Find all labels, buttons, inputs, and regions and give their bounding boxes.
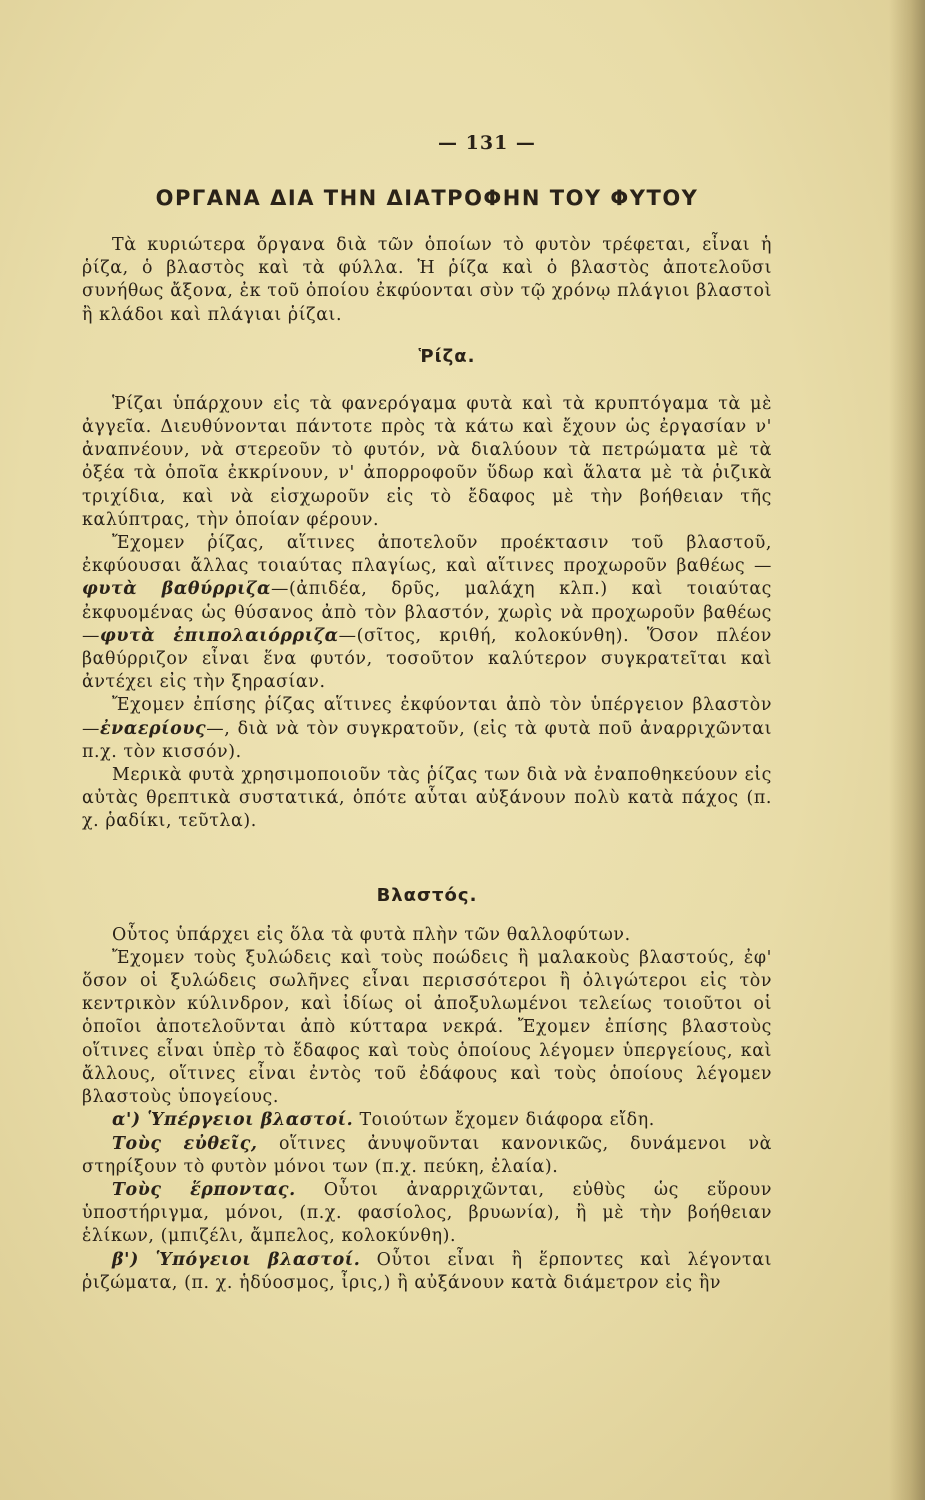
term-shallow-rooted: φυτὰ ἐπιπολαιόρριζα bbox=[100, 625, 339, 646]
subheading-aboveground-stems: α') Ὑπέργειοι βλαστοί. bbox=[112, 1110, 354, 1131]
stem-paragraph-3 bbox=[82, 1109, 772, 1132]
stem-p4-text: οἵτινες ἀνυψοῦνται κανονικῶς, δυνάμενοι νὰ στηρίξουν τὸ φυτὸν μόνοι των (π.χ. πεύκη, ἐλαία). bbox=[82, 1133, 772, 1177]
term-aerial: ἐναερίους bbox=[100, 718, 207, 739]
stem-paragraph-1: Οὗτος ὑπάρχει εἰς ὅλα τὰ φυτὰ πλὴν τῶν θαλλοφύτων. bbox=[112, 924, 631, 945]
root-paragraph-2 bbox=[82, 532, 772, 694]
root-paragraph-3 bbox=[82, 694, 772, 764]
stem-paragraph-2: Ἔχομεν τοὺς ξυλώδεις καὶ τοὺς ποώδεις ἢ μαλακοὺς βλαστούς, ἐφ' ὅσον οἱ ξυλώδεις σωλῆνες εἶναι περισσότεροι ἢ ὀλιγώτεροι εἰς τὸν κεντρικὸν κύλινδρον, καὶ ἰδίως οἱ ἀποξυλωμένοι τελείως τοιοῦτοι οἱ ὁποῖοι ἀποτελοῦνται ἀπὸ κύτταρα νεκρά. Ἔχομεν ἐπίσης βλαστοὺς οἵτινες εἶναι ὑπὲρ τὸ ἔδαφος καὶ τοὺς ὁποίους λέγομεν ὑπεργείους, καὶ ἄλλους, οἵτινες εἶναι ἐντὸς τοῦ ἐδάφους καὶ τοὺς ὁποίους λέγομεν βλαστοὺς ὑπογείους. bbox=[82, 947, 772, 1108]
page-title: ΟΡΓΑΝΑ ΔΙΑ ΤΗΝ ΔΙΑΤΡΟΦΗΝ ΤΟΥ ΦΥΤΟΥ bbox=[155, 186, 699, 210]
term-deep-rooted: φυτὰ βαθύρριζα bbox=[82, 579, 271, 600]
term-upright: Τοὺς εὐθεῖς, bbox=[112, 1133, 258, 1154]
page-edge-shadow bbox=[889, 0, 925, 1500]
root-paragraph-4: Μερικὰ φυτὰ χρησιμοποιοῦν τὰς ῥίζας των διὰ νὰ ἐναποθηκεύουν εἰς αὐτὰς θρεπτικὰ συστατικά, ὁπότε αὗται αὐξάνουν πολὺ κατὰ πάχος (π. χ. ῥαδίκι, τεῦτλα). bbox=[82, 765, 772, 832]
root-p2-text-c: —(σῖτος, κριθή, κολοκύνθη). Ὅσον πλέον βαθύρριζον εἶναι ἕνα φυτόν, τοσοῦτον καλύτερον συγκρατεῖται καὶ ἀντέχει εἰς τὴν ξηρασίαν. bbox=[82, 625, 772, 693]
stem-p6-text: Οὗτοι εἶναι ἢ ἕρποντες καὶ λέγονται ῥιζώματα, (π. χ. ἡδύοσμος, ἶρις,) ἢ αὐξάνουν κατὰ διάμετρον εἰς ἣν bbox=[82, 1249, 772, 1293]
root-p2-text-b: —(ἀπιδέα, δρῦς, μαλάχη κλπ.) καὶ τοιαύτας ἐκφυομένας ὡς θύσανος ἀπὸ τὸν βλαστόν, χωρὶς νὰ προχωροῦν βαθέως— bbox=[82, 579, 772, 646]
root-p3-text-a: Ἔχομεν ἐπίσης ῥίζας αἵτινες ἐκφύονται ἀπὸ τὸν ὑπέργειον βλαστὸν— bbox=[82, 695, 772, 739]
root-p3-text-b: —, διὰ νὰ τὸν συγκρατοῦν, (εἰς τὰ φυτὰ ποῦ ἀναρριχῶνται π.χ. τὸν κισσόν). bbox=[82, 718, 772, 762]
stem-p5-text: Οὗτοι ἀναρριχῶνται, εὐθὺς ὡς εὕρουν ὑποστήριγμα, μόνοι, (π.χ. φασίολος, βρυωνία), ἢ μὲ τὴν βοήθειαν ἑλίκων, (μπιζέλι, ἄμπελος, κολοκύνθη). bbox=[82, 1179, 772, 1247]
stem-paragraph-5 bbox=[82, 1179, 772, 1249]
subheading-underground-stems: β') Ὑπόγειοι βλαστοί. bbox=[112, 1249, 361, 1270]
root-p2-text-a: Ἔχομεν ῥίζας, αἵτινες ἀποτελοῦν προέκτασιν τοῦ βλαστοῦ, ἐκφύουσαι ἄλλας τοιαύτας πλαγίως, καὶ αἵτινες προχωροῦν βαθέως — bbox=[82, 533, 772, 577]
section-heading-stem: Βλαστός. bbox=[376, 884, 478, 906]
section-heading-root: Ῥίζα. bbox=[418, 345, 476, 367]
page-number: — 131 — bbox=[438, 132, 536, 154]
term-creeping: Τοὺς ἕρποντας. bbox=[112, 1179, 296, 1200]
text-column bbox=[82, 128, 772, 1295]
stem-paragraph-6 bbox=[82, 1249, 772, 1295]
stem-p3-text: Τοιούτων ἔχομεν διάφορα εἴδη. bbox=[353, 1110, 655, 1131]
stem-paragraph-4 bbox=[82, 1133, 772, 1179]
intro-paragraph: Τὰ κυριώτερα ὄργανα διὰ τῶν ὁποίων τὸ φυτὸν τρέφεται, εἶναι ἡ ῥίζα, ὁ βλαστὸς καὶ τὰ φύλλα. Ἡ ῥίζα καὶ ὁ βλαστὸς ἀποτελοῦσι συνήθως ἄξονα, ἐκ τοῦ ὁποίου ἐκφύονται σὺν τῷ χρόνῳ πλάγιοι βλαστοὶ ἢ κλάδοι καὶ πλάγιαι ῥίζαι. bbox=[82, 235, 772, 325]
root-paragraph-1: Ῥίζαι ὑπάρχουν εἰς τὰ φανερόγαμα φυτὰ καὶ τὰ κρυπτόγαμα τὰ μὲ ἀγγεῖα. Διευθύνονται πάντοτε πρὸς τὰ κάτω καὶ ἔχουν ὡς ἐργασίαν ν' ἀναπνέουν, νὰ στερεοῦν τὸ φυτόν, νὰ διαλύουν τὰ πετρώματα μὲ τὰ ὀξέα τὰ ὁποῖα ἐκκρίνουν, ν' ἀπορροφοῦν ὕδωρ καὶ ἅλατα μὲ τὰ ῥιζικὰ τριχίδια, καὶ νὰ εἰσχωροῦν εἰς τὸ ἔδαφος μὲ τὴν βοήθειαν τῆς καλύπτρας, τὴν ὁποίαν φέρουν. bbox=[82, 393, 772, 530]
